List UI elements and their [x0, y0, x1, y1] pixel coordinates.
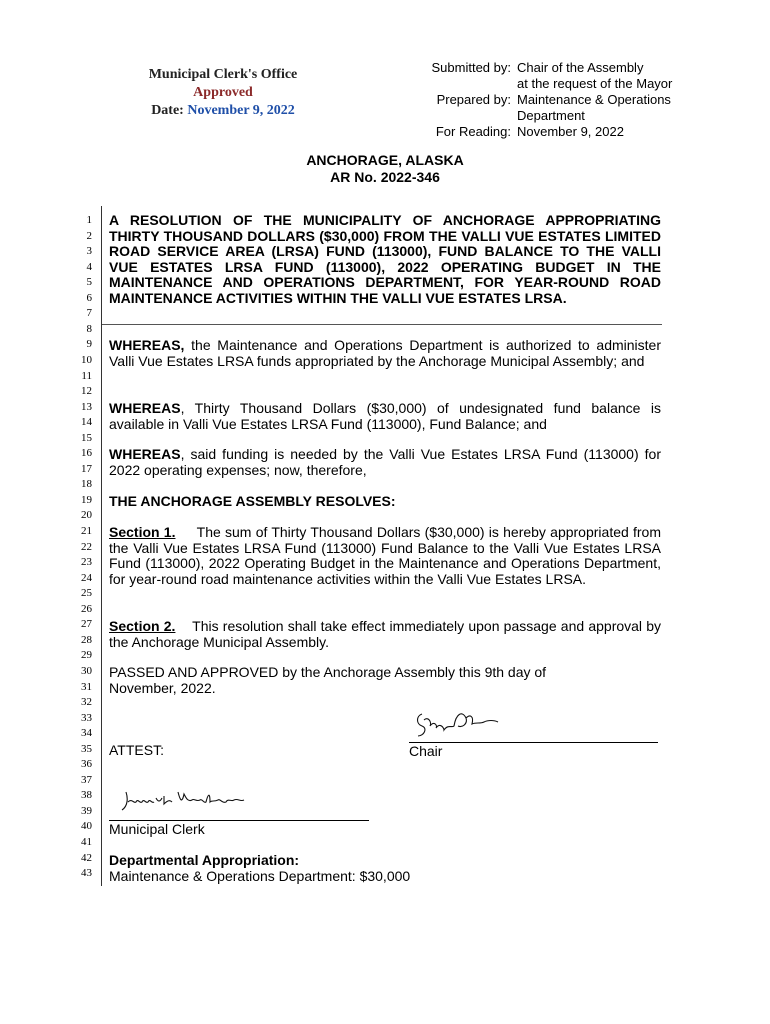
chair-signature-line: [409, 742, 658, 743]
line-number: 2: [86, 229, 92, 242]
passed-line-1: PASSED AND APPROVED by the Anchorage Assembly this 9th day of: [109, 664, 547, 680]
line-number: 23: [81, 556, 92, 569]
heading-place: ANCHORAGE, ALASKA: [306, 152, 464, 168]
approval-stamp: [130, 66, 316, 120]
line-number: 24: [81, 571, 92, 584]
for-reading-value: November 9, 2022: [517, 124, 624, 139]
line-number: 9: [86, 338, 92, 351]
line-number: 19: [81, 493, 92, 506]
section-text: The sum of Thirty Thousand Dollars ($30,000) is hereby appropriated from the Valli Vue Estates LRSA Fund (113000) Fund Balance to the Valli Vue Estates LRSA Fund (113000), 2022 Operating Budget in the Maintenance and Operations Department, for year-round road maintenance activities within the Valli Vue Estates LRSA.: [109, 524, 662, 587]
line-number: 33: [81, 711, 92, 724]
margin-rule: [101, 206, 102, 886]
line-number: 12: [81, 385, 92, 398]
line-number: 37: [81, 773, 92, 786]
section-text: This resolution shall take effect immediately upon passage and approval by the Anchorage Municipal Assembly.: [109, 618, 662, 650]
whereas-text: , said funding is needed by the Valli Vue Estates LRSA Fund (113000) for 2022 operating expenses; now, therefore,: [109, 446, 661, 478]
passed-line-2: November, 2022.: [109, 679, 216, 696]
submission-meta: [420, 60, 677, 140]
line-number: 28: [81, 633, 92, 646]
resolution-title: A RESOLUTION OF THE MUNICIPALITY OF ANCHORAGE APPROPRIATING THIRTY THOUSAND DOLLARS ($30,000) FROM THE VALLI VUE ESTATES LIMITED ROAD SERVICE AREA (LRSA) FUND (113000), FUND BALANCE TO THE VALLI VUE ESTATES LRSA FUND (113000), 2022 OPERATING BUDGET IN THE MAINTENANCE AND OPERATIONS DEPARTMENT, FOR YEAR-ROUND ROAD MAINTENANCE ACTIVITIES WITHIN THE VALLI VUE ESTATES LRSA.: [109, 212, 661, 306]
whereas-lead: WHEREAS: [109, 400, 181, 416]
section-2: [109, 619, 661, 650]
attest-label: ATTEST:: [109, 742, 164, 758]
stamp-date-label: Date:: [151, 103, 184, 118]
stamp-status: Approved: [193, 85, 253, 100]
appropriation-heading: Departmental Appropriation:: [109, 852, 300, 868]
line-number: 16: [81, 447, 92, 460]
line-number: 32: [81, 696, 92, 709]
clerk-label: Municipal Clerk: [109, 821, 205, 837]
line-number: 10: [81, 353, 92, 366]
line-number: 36: [81, 758, 92, 771]
whereas-text: , Thirty Thousand Dollars ($30,000) of undesignated fund balance is available in Valli Vue Estates LRSA Fund (113000), Fund Balance; and: [109, 400, 661, 432]
line-number: 25: [81, 587, 92, 600]
whereas-clause: [109, 401, 661, 432]
section-lead: Section 2.: [109, 618, 176, 634]
line-number: 18: [81, 478, 92, 491]
line-number: 17: [81, 462, 92, 475]
line-number: 22: [81, 540, 92, 553]
whereas-lead: WHEREAS,: [109, 337, 185, 353]
prepared-by-line2: Department: [517, 108, 585, 123]
for-reading-label: For Reading:: [435, 124, 511, 139]
line-number: 35: [81, 742, 92, 755]
section-lead: Section 1.: [109, 524, 176, 540]
line-number: 34: [81, 727, 92, 740]
appropriation-text: Maintenance & Operations Department: $30,000: [109, 868, 411, 884]
submitted-by-label: Submitted by:: [431, 60, 511, 75]
prepared-by-line1: Maintenance & Operations: [517, 92, 671, 107]
stamp-date-value: November 9, 2022: [187, 103, 295, 118]
submitted-by-line1: Chair of the Assembly: [517, 60, 644, 75]
line-number: 43: [81, 867, 92, 880]
stamp-office: Municipal Clerk's Office: [148, 67, 298, 82]
line-number: 4: [86, 260, 92, 273]
line-number: 40: [81, 820, 92, 833]
line-number: 7: [86, 307, 92, 320]
document-heading: [0, 152, 770, 186]
chair-label: Chair: [409, 743, 443, 759]
line-number: 6: [86, 291, 92, 304]
line-number: 39: [81, 804, 92, 817]
whereas-clause: [109, 447, 661, 478]
resolves-heading: THE ANCHORAGE ASSEMBLY RESOLVES:: [109, 493, 396, 509]
line-number: 3: [86, 245, 92, 258]
chair-signature: [410, 706, 500, 742]
line-number: 14: [81, 416, 92, 429]
line-number: 42: [81, 851, 92, 864]
line-number: 31: [81, 680, 92, 693]
line-number: 30: [81, 664, 92, 677]
line-number: 15: [81, 431, 92, 444]
line-number: 11: [81, 369, 92, 382]
line-number: 38: [81, 789, 92, 802]
line-number: 1: [86, 214, 92, 226]
line-number: 13: [81, 400, 92, 413]
line-number: 21: [81, 525, 92, 537]
line-number: 26: [81, 602, 92, 615]
line-number: 29: [81, 649, 92, 662]
line-number: 41: [81, 836, 92, 848]
whereas-clause: [109, 338, 661, 369]
line-number: 8: [86, 322, 92, 335]
heading-number: AR No. 2022-346: [330, 169, 440, 185]
submitted-by-line2: at the request of the Mayor: [517, 76, 673, 91]
whereas-lead: WHEREAS: [109, 446, 181, 462]
clerk-signature: [118, 786, 258, 814]
line-number: 5: [86, 276, 92, 289]
line-number: 20: [81, 509, 92, 522]
prepared-by-label: Prepared by:: [436, 92, 511, 107]
passed-approved: [109, 665, 661, 696]
title-divider: [102, 324, 662, 325]
whereas-text: the Maintenance and Operations Department is authorized to administer Valli Vue Estates LRSA funds appropriated by the Anchorage Municipal Assembly; and: [109, 337, 661, 369]
line-number: 27: [81, 618, 92, 631]
section-1: [109, 525, 661, 587]
